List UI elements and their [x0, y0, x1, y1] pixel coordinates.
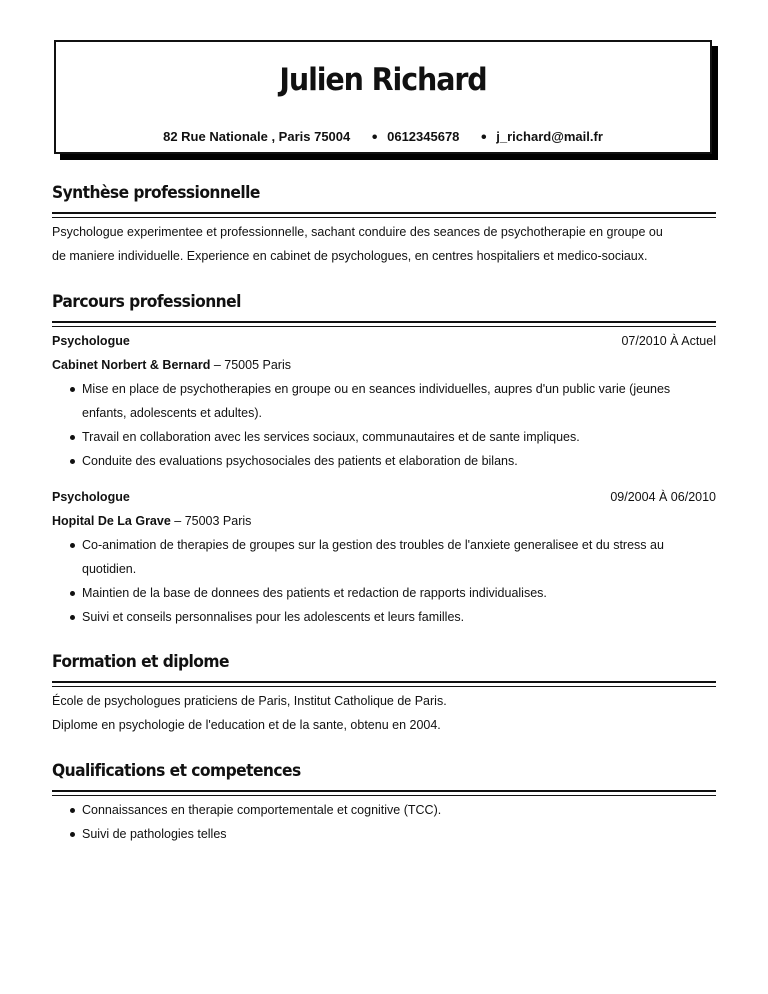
list-item: Suivi et conseils personnalises pour les adolescents et leurs familles.: [82, 605, 716, 629]
address: 82 Rue Nationale , Paris 75004: [163, 129, 351, 144]
job-employer: [52, 353, 716, 377]
list-item: [82, 377, 716, 425]
list-item: Travail en collaboration avec les services sociaux, communautaires et de sante impliques.: [82, 425, 716, 449]
bullet-icon: •: [481, 129, 487, 146]
section-formation: [52, 651, 716, 737]
section-qualifications: [52, 760, 716, 846]
header-box: [54, 40, 712, 154]
section-title: Parcours professionnel: [52, 292, 241, 311]
section-rule: [52, 321, 716, 327]
formation-text: [52, 689, 716, 737]
list-item: Conduite des evaluations psychosociales des patients et elaboration de bilans.: [82, 449, 716, 473]
employer-name: Cabinet Norbert & Bernard: [52, 358, 211, 372]
section-title: Qualifications et competences: [52, 761, 301, 780]
list-item: Suivi de pathologies telles: [82, 822, 716, 846]
section-rule: [52, 212, 716, 218]
job-bullets: [52, 533, 716, 629]
employer-location: – 75005 Paris: [210, 358, 291, 372]
section-rule: [52, 790, 716, 796]
list-item: [82, 533, 716, 581]
bullet-text: Mise en place de psychotherapies en groupe ou en seances individuelles, aupres d'un public varie (jeunes: [82, 382, 671, 396]
employer-location: – 75003 Paris: [170, 514, 252, 528]
contact-line: [56, 129, 710, 147]
section-title: Synthèse professionnelle: [52, 183, 260, 202]
list-item: Connaissances en therapie comportementale et cognitive (TCC).: [82, 798, 716, 822]
job-bullets: [52, 377, 716, 473]
email: j_richard@mail.fr: [496, 129, 603, 144]
section-rule: [52, 681, 716, 687]
formation-line: École de psychologues praticiens de Paris, Institut Catholique de Paris.: [52, 694, 447, 708]
job-title: Psychologue: [52, 334, 130, 348]
summary-line: de maniere individuelle. Experience en cabinet de psychologues, en centres hospitaliers et medico-sociaux.: [52, 249, 648, 263]
job-header: [52, 329, 716, 353]
qualifications-list: [52, 798, 716, 846]
list-item: Maintien de la base de donnees des patients et redaction de rapports individualises.: [82, 581, 716, 605]
job-dates: 07/2010 À Actuel: [621, 334, 716, 348]
summary-line: Psychologue experimentee et professionnelle, sachant conduire des seances de psychotherapie en groupe ou: [52, 225, 663, 239]
bullet-text: quotidien.: [82, 562, 137, 576]
bullet-text: enfants, adolescents et adultes).: [82, 406, 262, 420]
section-title: Formation et diplome: [52, 652, 229, 671]
candidate-name: Julien Richard: [279, 62, 487, 98]
phone: 0612345678: [387, 129, 460, 144]
job-header: [52, 485, 716, 509]
formation-line: Diplome en psychologie de l'education et de la sante, obtenu en 2004.: [52, 718, 441, 732]
section-synthese: [52, 182, 716, 268]
job-entry: [52, 329, 716, 473]
employer-name: Hopital De La Grave: [52, 514, 171, 528]
job-entry: [52, 485, 716, 629]
summary-text: [52, 220, 716, 268]
job-dates: 09/2004 À 06/2010: [610, 490, 716, 504]
job-employer: [52, 509, 716, 533]
bullet-icon: •: [371, 129, 378, 146]
job-title: Psychologue: [52, 490, 130, 504]
bullet-text: Co-animation de therapies de groupes sur la gestion des troubles de l'anxiete generalisee et du stress au: [82, 538, 664, 552]
section-parcours: [52, 291, 716, 629]
